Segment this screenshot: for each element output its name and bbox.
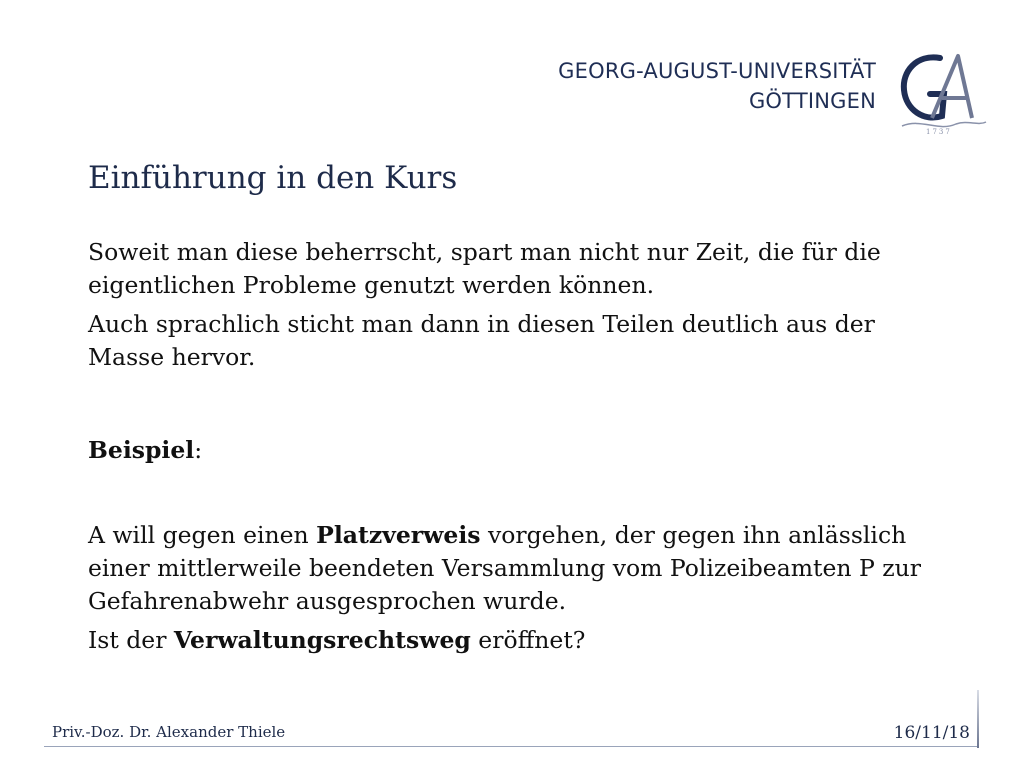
case-keyword-platzverweis: Platzverweis [316,521,481,549]
example-label: Beispiel [88,436,195,464]
question-paragraph [88,624,948,657]
case-text-start: A will gegen einen [88,521,317,549]
university-name [558,56,876,116]
footer-divider [44,746,978,747]
question-text-start: Ist der [88,626,174,654]
footer-corner-line [977,690,979,748]
case-text-end: vorgehen, der gegen ihn anlässlich einer mittlerweile beendeten Versammlung vom Polizeibeamten P zur Gefahrenabwehr ausgesprochen wurde. [88,521,921,615]
footer-author: Priv.-Doz. Dr. Alexander Thiele [52,723,286,741]
paragraph-sprachlich: Auch sprachlich sticht man dann in diesen Teilen deutlich aus der Masse hervor. [88,310,875,371]
footer-date: 16/11/18 [893,723,970,743]
slide-title: Einführung in den Kurs [88,160,458,196]
case-paragraph [88,519,948,618]
paragraph-soweit: Soweit man diese beherrscht, spart man nicht nur Zeit, die für die eigentlichen Probleme genutzt werden können. [88,238,881,299]
example-heading [88,434,948,467]
university-seal-logo-icon [896,46,992,136]
example-colon: : [194,436,203,464]
university-name-line1: GEORG-AUGUST-UNIVERSITÄT [558,59,876,83]
question-keyword-rechtsweg: Verwaltungsrechtsweg [173,626,471,654]
svg-text:1737: 1737 [926,128,952,136]
question-text-end: eröffnet? [470,626,586,654]
slide-content [88,236,948,657]
university-name-line2: GÖTTINGEN [748,89,876,113]
